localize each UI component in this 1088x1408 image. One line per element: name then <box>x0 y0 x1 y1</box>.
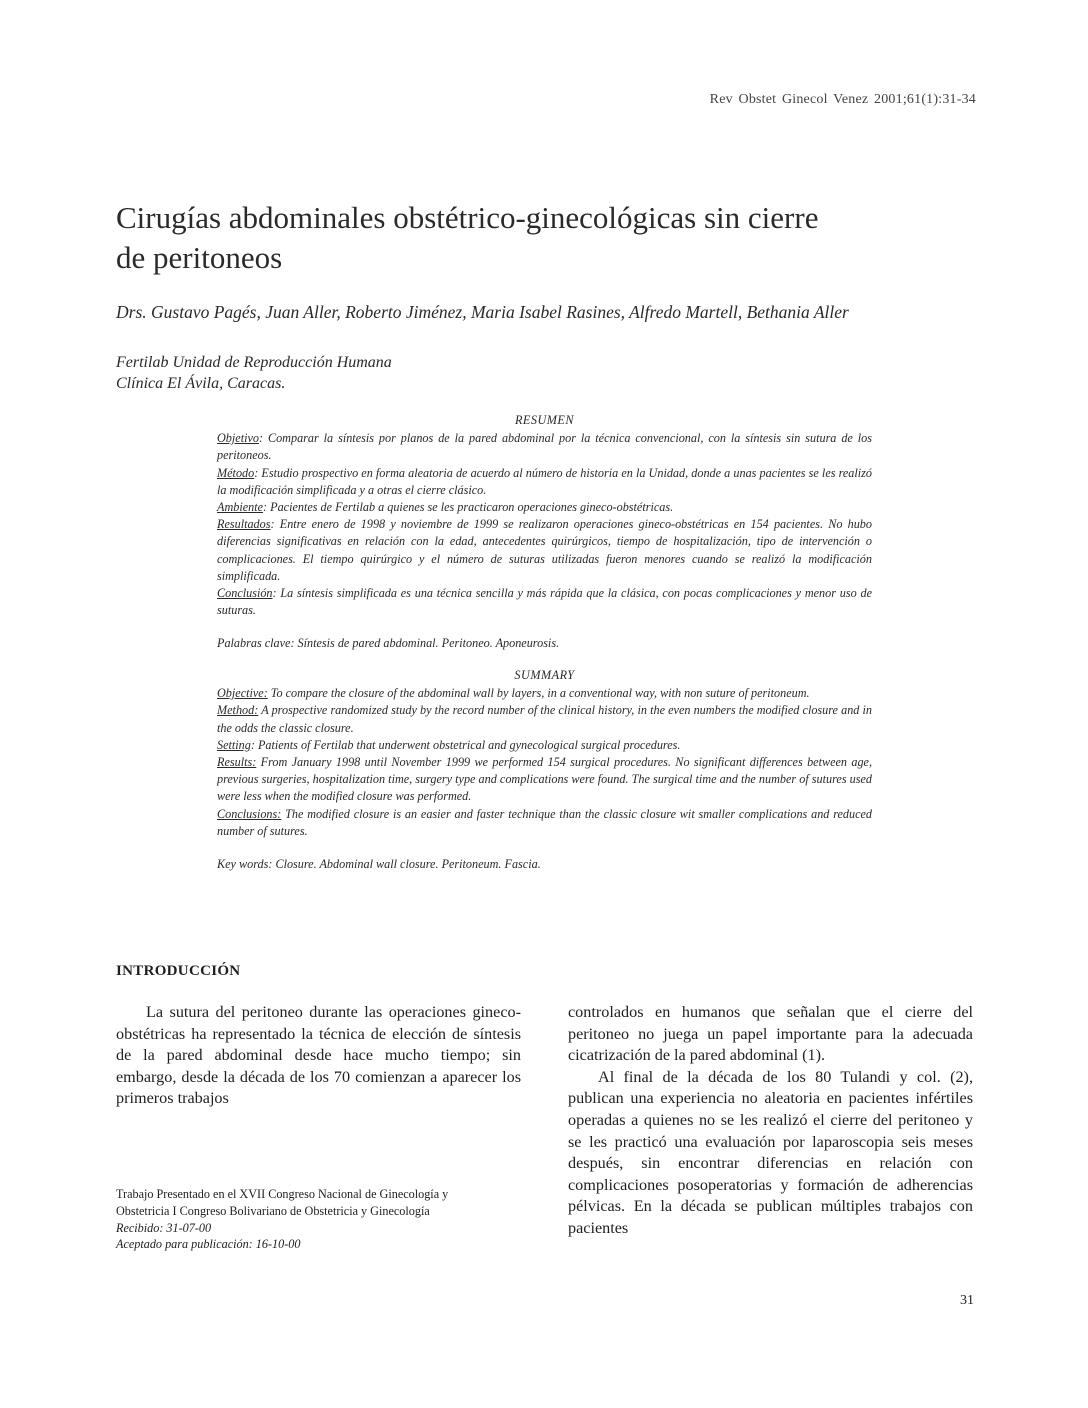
summary-setting-label: Setting <box>217 737 251 752</box>
summary-setting <box>217 737 872 754</box>
resumen-metodo <box>217 465 872 499</box>
resumen-keywords: Palabras clave: Síntesis de pared abdominal. Peritoneo. Aponeurosis. <box>217 636 560 651</box>
resumen-resultados-label: Resultados <box>217 517 271 532</box>
summary-objective-label: Objective: <box>217 686 268 701</box>
title-line-1: Cirugías abdominales obstétrico-ginecológicas sin cierre <box>116 200 819 235</box>
footnote-line-2: Obstetricia I Congreso Bolivariano de Obstetricia y Ginecología <box>116 1203 430 1218</box>
summary-keywords: Key words: Closure. Abdominal wall closure. Peritoneum. Fascia. <box>217 857 541 872</box>
page-number: 31 <box>960 1293 974 1308</box>
body-column-left <box>116 1002 521 1110</box>
running-head: Rev Obstet Ginecol Venez 2001;61(1):31-34 <box>709 92 976 107</box>
intro-paragraph-1: La sutura del peritoneo durante las operaciones gineco-obstétricas ha representado la técnica de elección de síntesis de la pared abdominal desde hace mucho tiempo; sin embargo, desde la década de los 70 comienzan a aparecer los primeros trabajos <box>116 1003 521 1108</box>
summary-method-text: A prospective randomized study by the record number of the clinical history, in the even numbers the modified closure and in the odds the classic closure. <box>217 703 872 735</box>
resumen-objetivo <box>217 430 872 464</box>
resumen-conclusion-label: Conclusión <box>217 586 273 601</box>
resumen-resultados-text: : Entre enero de 1998 y noviembre de 1999 se realizaron operaciones gineco-obstétricas en 154 pacientes. No hubo diferencias significativas en relación con la edad, antecedentes quirúrgicos, tiempo de hospitalización, tipo de intervención o complicaciones. El tiempo quirúrgico y el número de suturas utilizadas fueron menores cuando se realizó la modificación simplificada. <box>217 517 872 583</box>
summary-results-label: Results: <box>217 755 257 770</box>
summary-conclusions-label: Conclusions: <box>217 806 282 821</box>
resumen-ambiente <box>217 499 872 516</box>
footnote <box>116 1186 536 1253</box>
received-date: Recibido: 31-07-00 <box>116 1220 212 1235</box>
resumen-ambiente-label: Ambiente <box>217 500 264 515</box>
summary-section <box>217 667 872 873</box>
summary-conclusions <box>217 806 872 840</box>
summary-method-label: Method: <box>217 703 259 718</box>
summary-objective-text: To compare the closure of the abdominal wall by layers, in a conventional way, with non suture of peritoneum. <box>267 686 810 701</box>
title-line-2: de peritoneos <box>116 240 283 275</box>
affiliation <box>116 352 392 394</box>
resumen-conclusion <box>217 585 872 619</box>
resumen-metodo-label: Método <box>217 465 255 480</box>
resumen-heading: RESUMEN <box>514 413 574 427</box>
resumen-metodo-text: : Estudio prospectivo en forma aleatoria de acuerdo al número de historia en la Unidad, donde a unas pacientes se les realizó la modificación simplificada y a otras el cierre clásico. <box>217 465 872 497</box>
summary-results-text: From January 1998 until November 1999 we performed 154 surgical procedures. No significant differences between age, previous surgeries, hospitalization time, surgery type and complications were found. The surgical time and the number of sutures used were less when the modified closure was performed. <box>217 755 872 804</box>
resumen-ambiente-text: : Pacientes de Fertilab a quienes se les practicaron operaciones gineco-obstétricas. <box>263 500 674 515</box>
resumen-section <box>217 412 872 653</box>
accepted-date: Aceptado para publicación: 16-10-00 <box>116 1237 301 1252</box>
summary-heading: SUMMARY <box>514 668 575 682</box>
intro-paragraph-1-continued: controlados en humanos que señalan que el cierre del peritoneo no juega un papel importante para la adecuada cicatrización de la pared abdominal (1). <box>568 1003 973 1065</box>
introduction-heading: INTRODUCCIÓN <box>116 963 241 979</box>
resumen-objetivo-label: Objetivo <box>217 431 259 446</box>
summary-results <box>217 754 872 806</box>
resumen-resultados <box>217 516 872 585</box>
footnote-line-1: Trabajo Presentado en el XVII Congreso Nacional de Ginecología y <box>116 1187 449 1201</box>
affiliation-line-1: Fertilab Unidad de Reproducción Humana <box>116 354 392 371</box>
summary-setting-text: : Patients of Fertilab that underwent obstetrical and gynecological surgical procedures. <box>250 737 681 752</box>
summary-method <box>217 702 872 736</box>
summary-conclusions-text: The modified closure is an easier and faster technique than the classic closure wit smaller complications and reduced number of sutures. <box>217 806 872 838</box>
body-column-right <box>568 1002 973 1240</box>
intro-paragraph-2: Al final de la década de los 80 Tulandi y col. (2), publican una experiencia no aleatoria en pacientes infértiles operadas a quienes no se les realizó el cierre del peritoneo y se les practicó una evaluación por laparoscopia seis meses después, sin encontrar diferencias en relación con complicaciones posoperatorias y formación de adherencias pélvicas. En la década se publican múltiples trabajos con pacientes <box>568 1067 973 1237</box>
resumen-objetivo-text: : Comparar la síntesis por planos de la pared abdominal por la técnica convencional, con la síntesis sin sutura de los peritoneos. <box>217 431 872 463</box>
article-title <box>116 198 956 278</box>
author-list: Drs. Gustavo Pagés, Juan Aller, Roberto Jiménez, Maria Isabel Rasines, Alfredo Martell, Bethania Aller <box>116 302 849 322</box>
affiliation-line-2: Clínica El Ávila, Caracas. <box>116 375 286 392</box>
summary-objective <box>217 685 872 702</box>
resumen-conclusion-text: : La síntesis simplificada es una técnica sencilla y más rápida que la clásica, con pocas complicaciones y menor uso de suturas. <box>217 586 872 618</box>
